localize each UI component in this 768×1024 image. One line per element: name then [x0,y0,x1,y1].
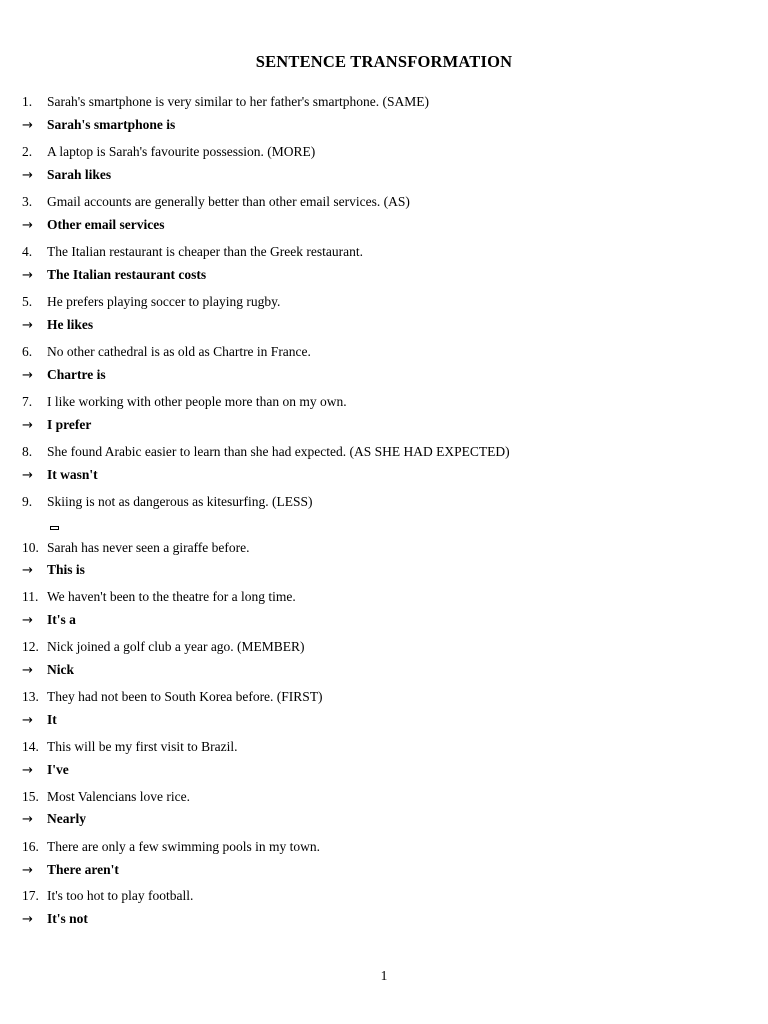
item-answer-text: It's not [47,911,88,926]
arrow-icon: → [22,368,33,383]
item-number: 17. [22,888,39,903]
item-prompt [22,888,193,904]
item-prompt-text: He prefers playing soccer to playing rugby. [47,294,281,309]
arrow-icon: → [22,268,33,283]
item-number: 3. [22,194,33,209]
item-number: 8. [22,444,33,459]
item-prompt-text: They had not been to South Korea before. (FIRST) [47,689,323,704]
item-answer-text: It [47,712,57,727]
item-answer-text: Nearly [47,811,86,826]
item-prompt [22,244,363,260]
arrow-icon: → [22,812,33,827]
item-prompt [22,689,323,705]
item-number: 1. [22,94,33,109]
item-answer [22,267,206,284]
item-answer-text: I prefer [47,417,92,432]
item-prompt [22,294,280,310]
item-answer-text: I've [47,762,69,777]
item-prompt-text: No other cathedral is as old as Chartre in France. [47,344,311,359]
item-number: 9. [22,494,33,509]
item-prompt-text: I like working with other people more than on my own. [47,394,347,409]
arrow-icon: → [22,613,33,628]
item-prompt-text: There are only a few swimming pools in my town. [47,839,320,854]
item-number: 16. [22,839,39,854]
item-number: 6. [22,344,33,359]
item-answer [22,417,91,434]
arrow-icon: → [22,318,33,333]
item-number: 4. [22,244,33,259]
item-answer [22,117,175,134]
item-answer-text: He likes [47,317,94,332]
item-number: 5. [22,294,33,309]
item-number: 15. [22,789,39,804]
arrow-icon: → [22,763,33,778]
arrow-icon: → [22,218,33,233]
page-number: 1 [380,968,388,983]
item-answer [22,317,93,334]
item-prompt [22,194,410,210]
item-prompt-text: Gmail accounts are generally better than other email services. (AS) [47,194,410,209]
arrow-icon: → [22,713,33,728]
arrow-icon: → [22,863,33,878]
item-number: 12. [22,639,39,654]
arrow-icon: → [22,563,33,578]
item-prompt [22,444,510,460]
item-prompt-text: Sarah has never seen a giraffe before. [47,540,250,555]
item-prompt [22,589,296,605]
item-answer-text: This is [47,562,85,577]
arrow-icon: → [22,912,33,927]
item-number: 7. [22,394,33,409]
item-prompt [22,739,237,755]
item-answer-text: The Italian restaurant costs [47,267,207,282]
item-answer [22,167,111,184]
item-number: 10. [22,540,39,555]
item-prompt [22,494,312,510]
item-answer [22,612,76,629]
arrow-icon: → [22,418,33,433]
arrow-icon: → [22,168,33,183]
item-answer [22,911,88,928]
item-answer [22,712,57,729]
document-title: SENTENCE TRANSFORMATION [255,52,513,71]
item-answer-text: Other email services [47,217,165,232]
item-prompt-text: We haven't been to the theatre for a long time. [47,589,296,604]
item-prompt [22,394,347,410]
item-prompt-text: Nick joined a golf club a year ago. (MEMBER) [47,639,305,654]
item-prompt-text: This will be my first visit to Brazil. [47,739,238,754]
item-prompt-text: Skiing is not as dangerous as kitesurfing. (LESS) [47,494,313,509]
item-number: 2. [22,144,33,159]
item-answer [22,367,106,384]
item-prompt-text: It's too hot to play football. [47,888,194,903]
item-prompt-text: The Italian restaurant is cheaper than the Greek restaurant. [47,244,363,259]
item-answer-text: Nick [47,662,74,677]
item-prompt-text: A laptop is Sarah's favourite possession. (MORE) [47,144,316,159]
item-prompt [22,789,190,805]
item-prompt-text: She found Arabic easier to learn than she had expected. (AS SHE HAD EXPECTED) [47,444,510,459]
item-prompt [22,144,315,160]
item-answer [22,811,86,828]
missing-glyph-box-icon [50,526,59,530]
item-prompt [22,344,311,360]
item-answer [22,862,119,879]
item-answer [22,467,98,484]
item-prompt-text: Sarah's smartphone is very similar to her father's smartphone. (SAME) [47,94,430,109]
item-answer-text: It wasn't [47,467,98,482]
arrow-icon: → [22,118,33,133]
item-answer [22,662,74,679]
item-answer [22,217,164,234]
item-number: 11. [22,589,39,604]
arrow-icon: → [22,663,33,678]
item-answer-text: It's a [47,612,76,627]
item-prompt [22,839,320,855]
item-answer-text: Sarah's smartphone is [47,117,176,132]
item-answer-text: There aren't [47,862,119,877]
arrow-icon: → [22,468,33,483]
item-prompt [22,639,305,655]
item-answer [22,562,85,579]
item-answer [22,762,69,779]
item-number: 14. [22,739,39,754]
item-answer-text: Sarah likes [47,167,112,182]
item-prompt-text: Most Valencians love rice. [47,789,190,804]
item-prompt [22,94,429,110]
item-prompt [22,540,250,556]
item-answer-text: Chartre is [47,367,106,382]
item-number: 13. [22,689,39,704]
